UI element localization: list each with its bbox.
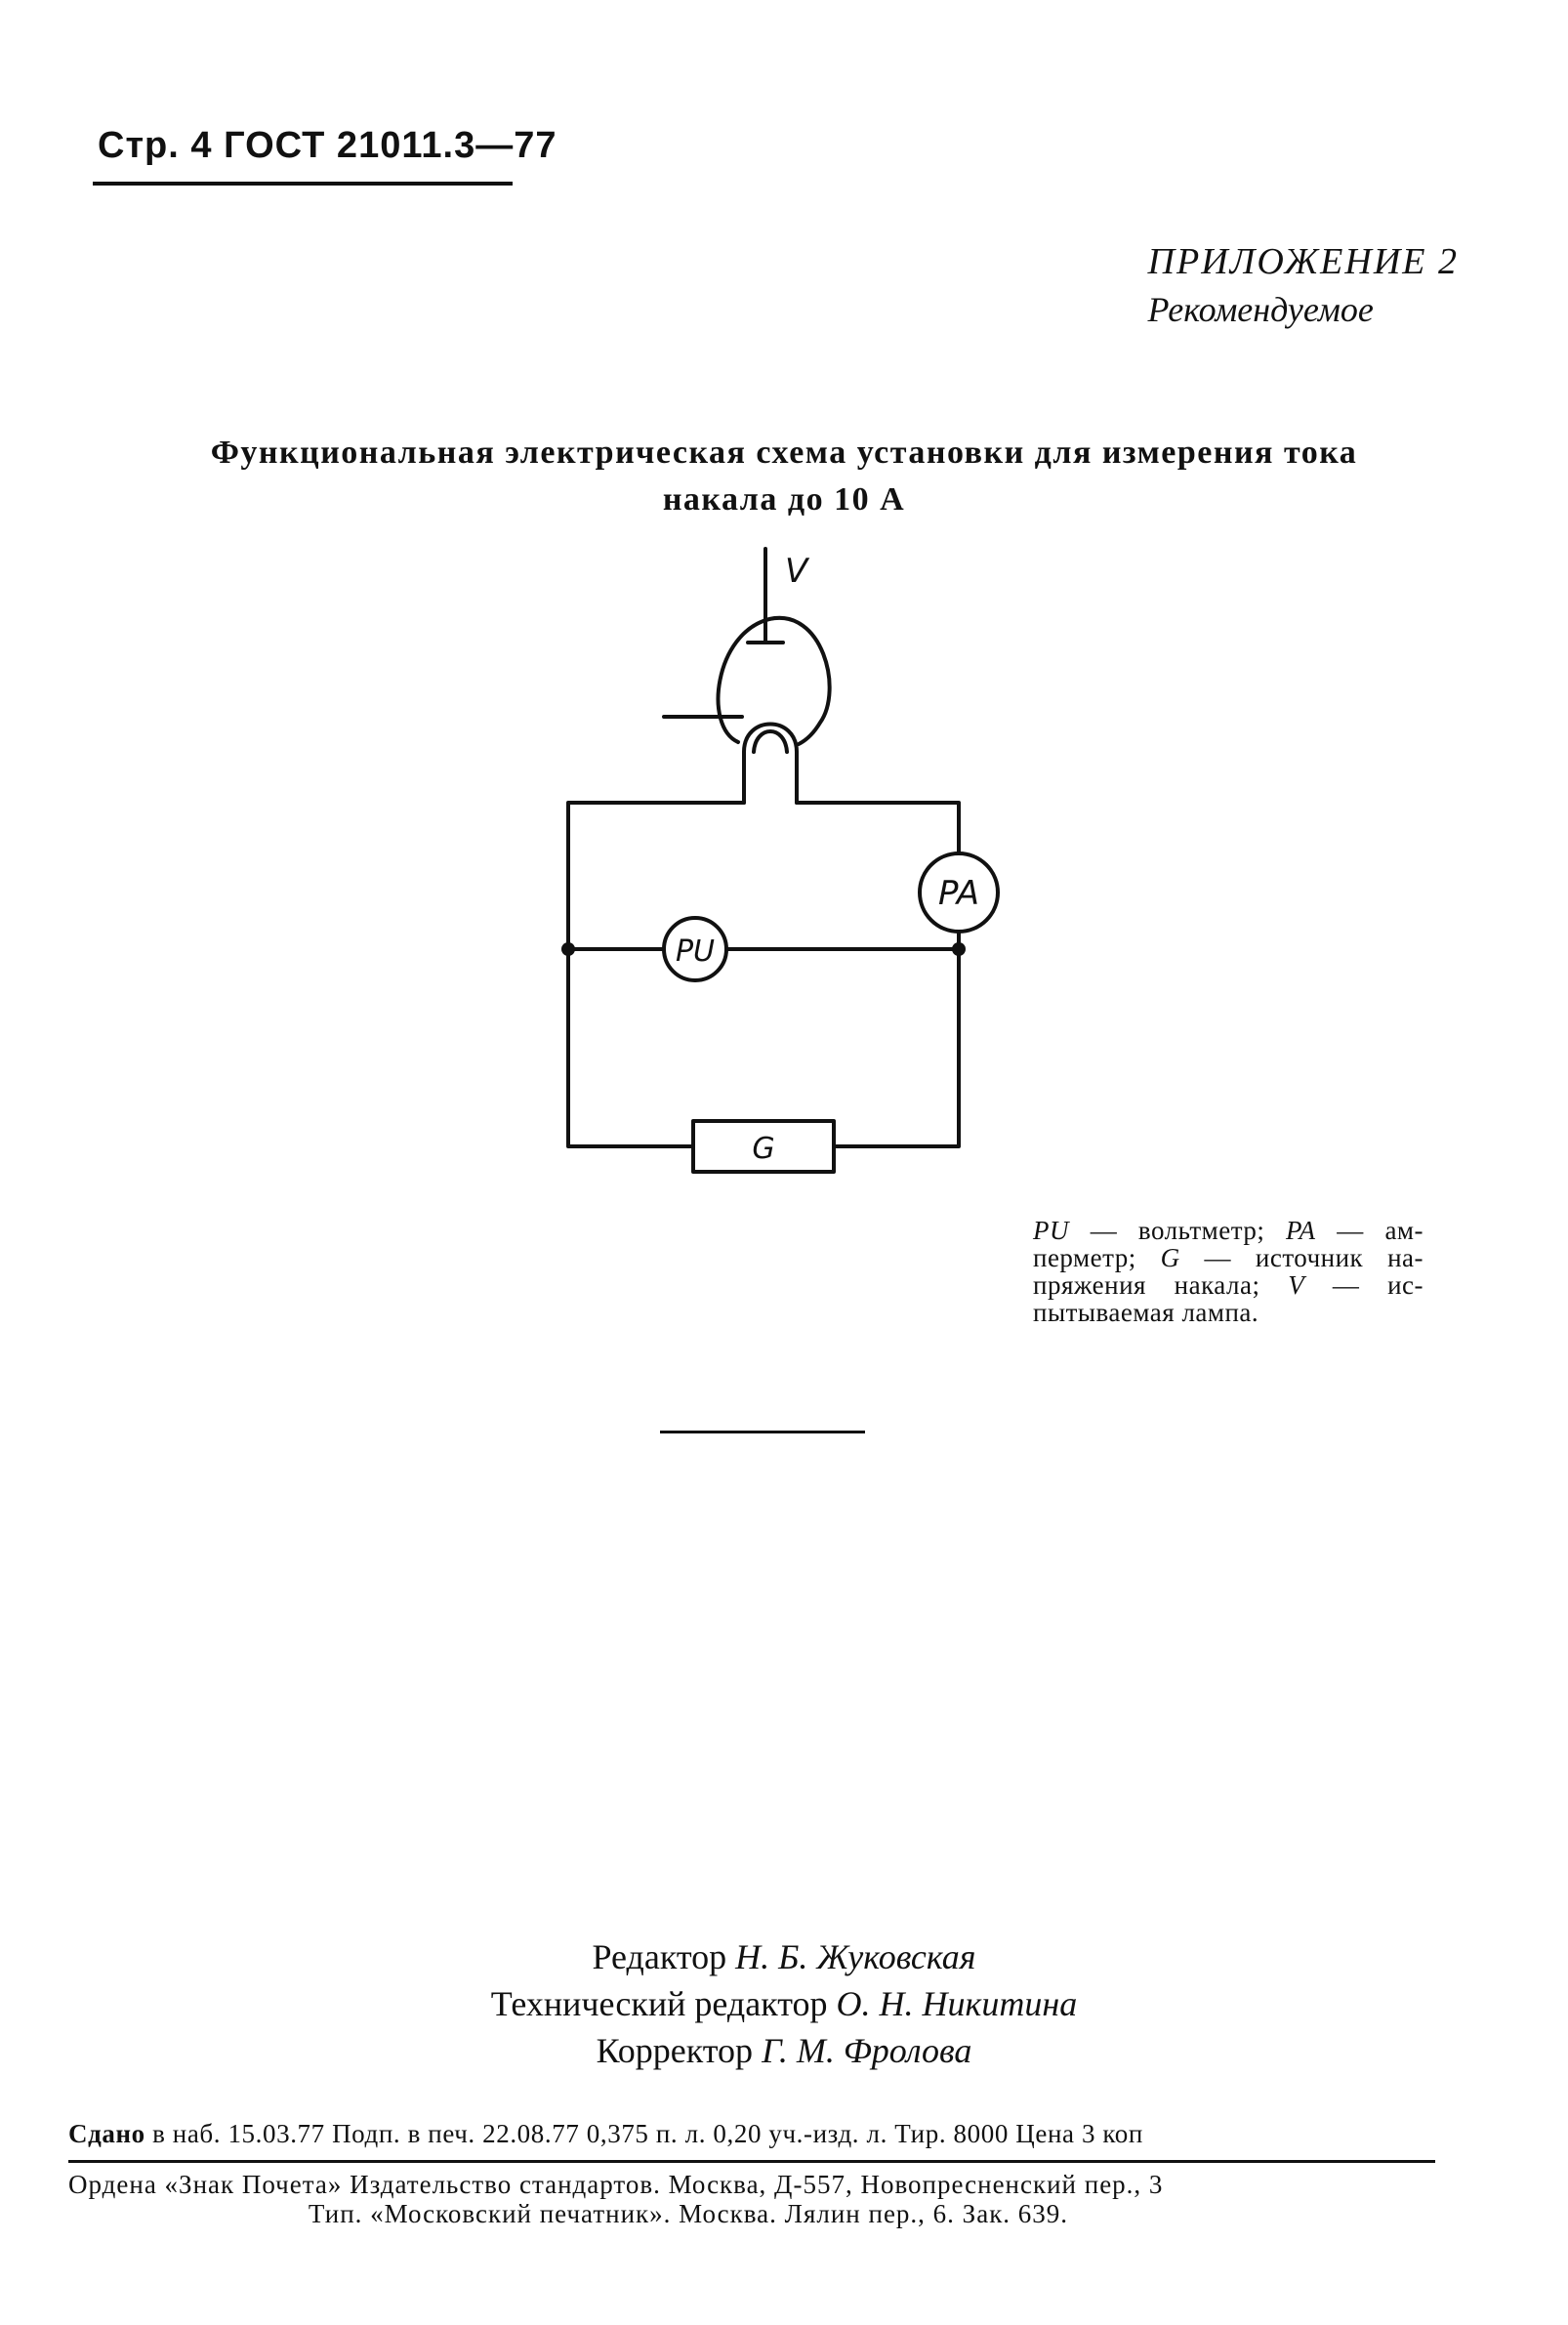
diagram-legend (1033, 1217, 1424, 1326)
credit-corrector (293, 2027, 1275, 2074)
credit-editor (293, 1933, 1275, 1980)
header-rule (93, 182, 513, 186)
junction-left (561, 942, 575, 956)
page-header: Стр. 4 ГОСТ 21011.3—77 (98, 125, 557, 166)
title-line-1: Функциональная электрическая схема установки для измерения тока (210, 435, 1358, 471)
imprint-line-1 (68, 2119, 1455, 2149)
editor-role: Редактор (592, 1937, 736, 1976)
wire-right-top (797, 803, 959, 853)
imprint-line-3: Тип. «Московский печатник». Москва. Лялин пер., 6. Зак. 639. (308, 2199, 1069, 2228)
imprint-rule (68, 2160, 1435, 2163)
editor-name: Н. Б. Жуковская (735, 1937, 976, 1976)
title-line-2: накала до 10 А (662, 481, 906, 518)
legend-pu-symbol: PU (1033, 1216, 1069, 1245)
imprint-publisher (68, 2170, 1455, 2228)
junction-right (952, 942, 966, 956)
label-voltmeter: PU (675, 934, 716, 969)
legend-g-symbol: G (1160, 1243, 1180, 1272)
credit-tech-editor (293, 1980, 1275, 2027)
legend-g-text: — источник на-пряжения накала; (1033, 1243, 1424, 1300)
label-ammeter: PA (937, 874, 980, 913)
legend-pu-text: — вольтметр; (1069, 1216, 1287, 1245)
tech-editor-name: О. Н. Никитина (836, 1984, 1078, 2023)
appendix-status: Рекомендуемое (1147, 290, 1374, 329)
wire-left (568, 803, 744, 1146)
label-source: G (752, 1132, 775, 1166)
legend-pa-text: — ам-перметр; (1033, 1216, 1424, 1272)
section-separator (660, 1431, 865, 1433)
filament-inner (754, 731, 787, 752)
tech-editor-role: Технический редактор (490, 1984, 837, 2023)
imprint-line-1-text: в наб. 15.03.77 Подп. в печ. 22.08.77 0,375 п. л. 0,20 уч.-изд. л. Тир. 8000 Цена 3 коп (144, 2119, 1143, 2148)
corrector-role: Корректор (596, 2031, 763, 2070)
label-lamp: V (785, 552, 808, 591)
legend-v-symbol: V (1288, 1270, 1305, 1300)
filament-outer (744, 725, 797, 753)
document-title (117, 430, 1451, 523)
imprint-lead-word: Сдано (68, 2119, 145, 2148)
credits-block (293, 1933, 1275, 2074)
appendix-label: ПРИЛОЖЕНИЕ 2 (1147, 241, 1459, 282)
legend-pa-symbol: PA (1286, 1216, 1316, 1245)
appendix-block (1148, 240, 1459, 330)
corrector-name: Г. М. Фролова (762, 2031, 972, 2070)
wire-right-bottom (834, 932, 959, 1146)
imprint-line-2: Ордена «Знак Почета» Издательство стандартов. Москва, Д-557, Новопресненский пер., 3 (68, 2170, 1164, 2199)
circuit-diagram (547, 547, 1035, 1269)
legend-v-text: — ис-пытываемая лампа. (1033, 1270, 1424, 1327)
